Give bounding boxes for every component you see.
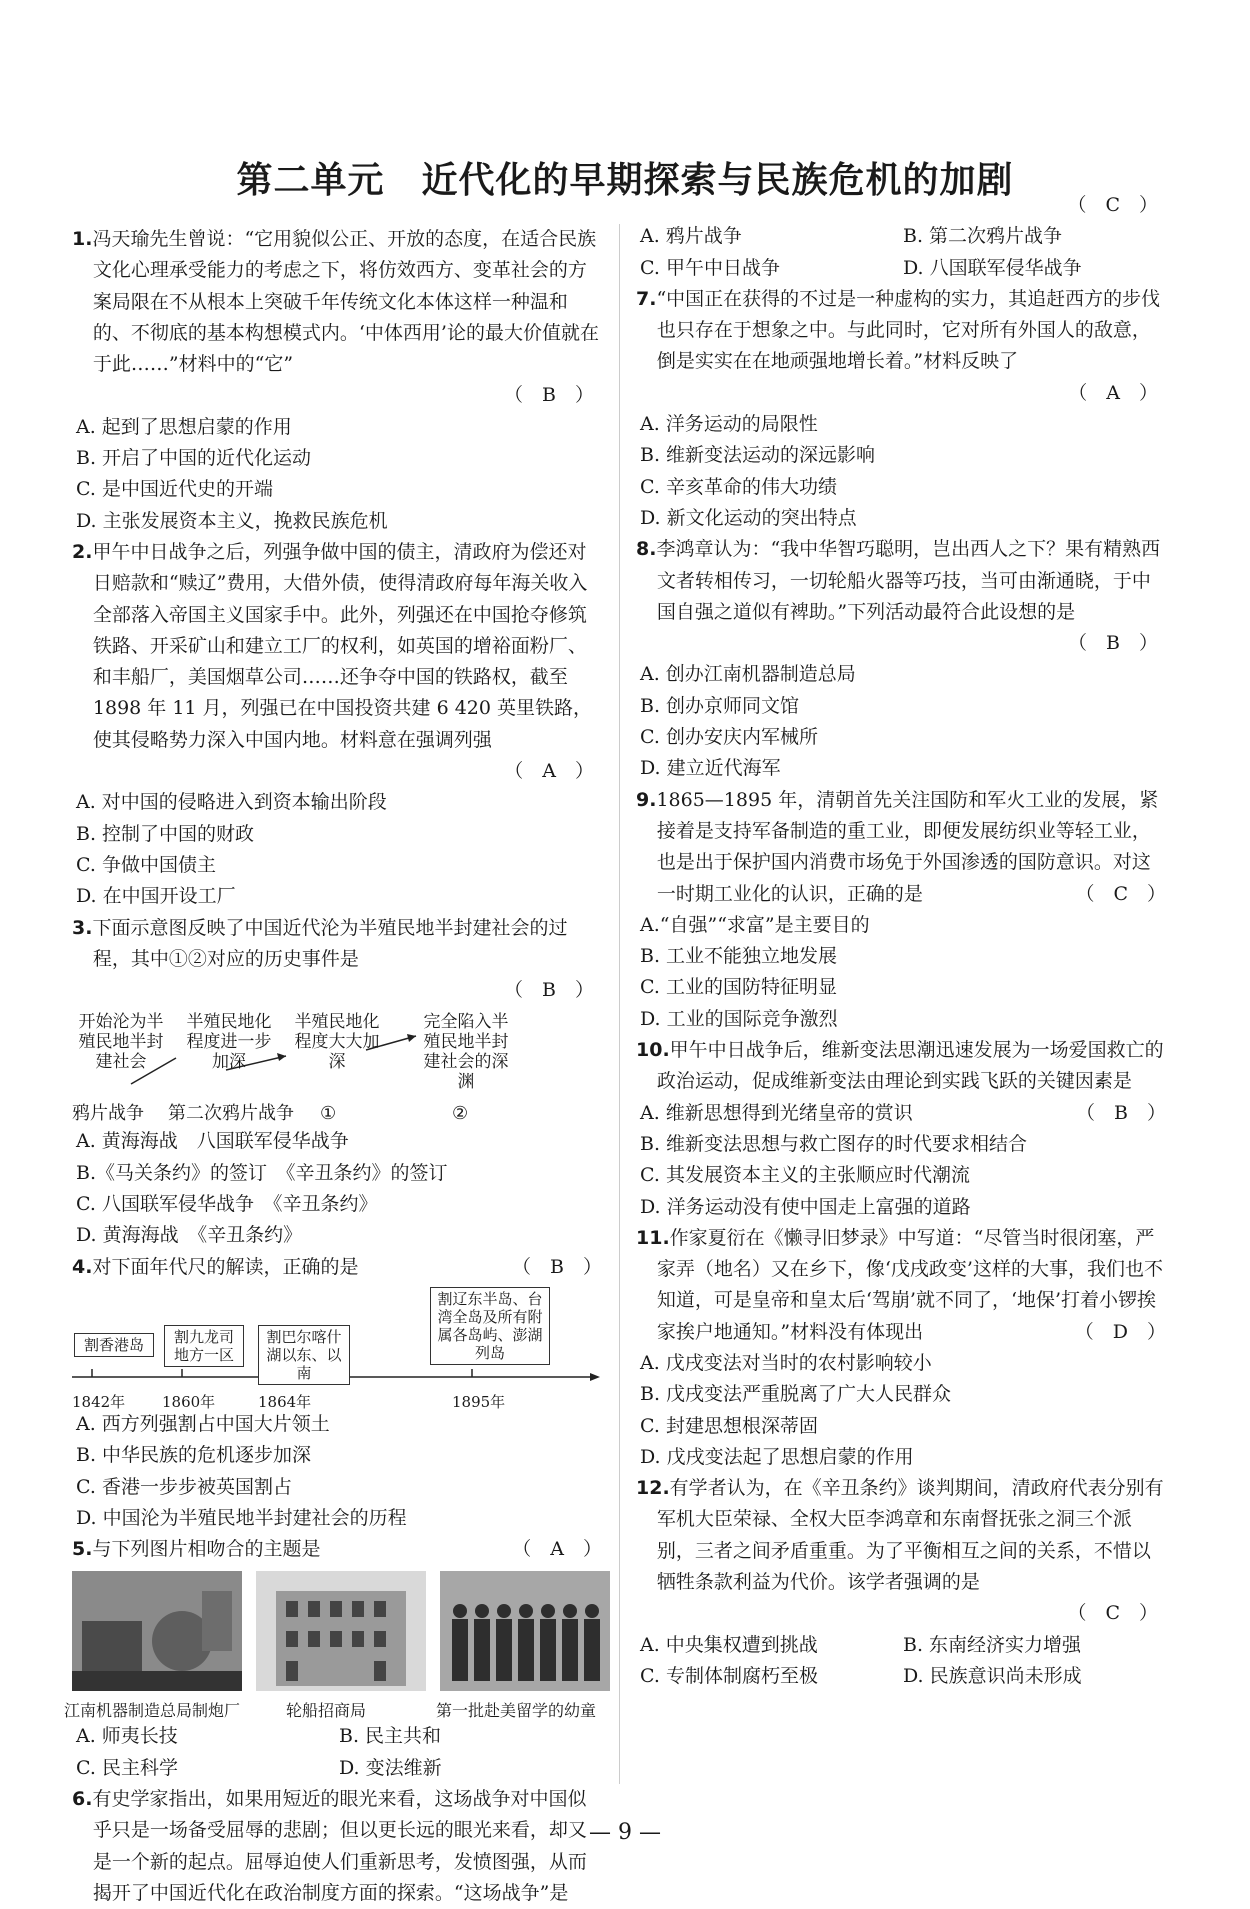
option-d: D. 主张发展资本主义，挽救民族危机 (76, 509, 388, 532)
option-b: B. 东南经济实力增强 (903, 1633, 1082, 1656)
question-number: 6. (72, 1787, 93, 1810)
diagram-node-2: 半殖民地化程度进一步加深 (186, 1012, 272, 1073)
option-c: C. 香港一步步被英国割占 (76, 1475, 292, 1498)
page-title: 第二单元 近代化的早期探索与民族危机的加剧 (236, 160, 1014, 201)
diagram-label-4: ② (452, 1103, 469, 1125)
option-c: C. 工业的国防特征明显 (640, 976, 837, 999)
question-number: 12. (636, 1477, 670, 1500)
question-stem: 李鸿章认为：“我中华智巧聪明，岂出西人之下？果有精熟西文者转相传习，一切轮船火器等巧技，当可由渐通晓，于中国自强之道似有裨助。”下列活动最符合此设想的是 (656, 538, 1161, 623)
option-b: B. 维新变法运动的深远影响 (640, 444, 876, 467)
diagram-label-3: ① (320, 1103, 337, 1125)
option-a: A.“自强”“求富”是主要目的 (640, 913, 870, 936)
question-12 (636, 1473, 1166, 1692)
option-a: A. 创办江南机器制造总局 (640, 663, 856, 686)
factory-photo (72, 1571, 242, 1691)
option-c: C. 八国联军侵华战争 《辛丑条约》 (76, 1193, 378, 1216)
question-stem: 作家夏衍在《懒寻旧梦录》中写道：“尽管当时很闭塞，严家弄（地名）又在乡下，像‘戊戌政变’这样的大事，我们也不知道，可是皇帝和皇太后‘驾崩’就不同了，‘地保’打着小锣挨家挨户地通知。”材料没有体现出 (656, 1226, 1163, 1343)
question-number: 1. (72, 228, 93, 250)
question-9 (636, 785, 1166, 1035)
option-c: C. 是中国近代史的开端 (76, 478, 273, 501)
question-stem: 对下面年代尺的解读，正确的是 (92, 1255, 359, 1278)
question-3 (72, 913, 602, 1252)
option-b: B. 开启了中国的近代化运动 (76, 447, 312, 470)
photo-caption-2: 轮船招商局 (286, 1701, 367, 1721)
diagram-label-2: 第二次鸦片战争 (168, 1103, 294, 1125)
option-d: D. 在中国开设工厂 (76, 885, 236, 908)
photo-caption-3: 第一批赴美留学的幼童 (436, 1701, 597, 1721)
option-a: A. 起到了思想启蒙的作用 (76, 415, 292, 438)
option-a: A. 西方列强割占中国大片领土 (76, 1412, 330, 1435)
timeline-year-4: 1895年 (452, 1392, 506, 1411)
page-number: — 9 — (589, 1820, 661, 1845)
question-5 (64, 1534, 602, 1784)
answer-bracket: （ B ） (504, 384, 594, 407)
answer-bracket: （ A ） (512, 1538, 602, 1561)
timeline-year-3: 1864年 (258, 1392, 312, 1411)
answer-bracket: （ C ） (1067, 194, 1158, 216)
option-d: D. 黄海海战 《辛丑条约》 (76, 1224, 303, 1247)
question-11 (636, 1223, 1166, 1473)
diagram-label-1: 鸦片战争 (72, 1103, 144, 1125)
answer-bracket: （ C ） (1067, 1602, 1158, 1625)
diagram-labels (72, 1098, 602, 1126)
option-b: B. 戊戌变法严重脱离了广大人民群众 (640, 1383, 952, 1406)
photo-caption-1: 江南机器制造总局制炮厂 (64, 1701, 241, 1721)
option-a: A. 戊戌变法对当时的农村影响较小 (640, 1351, 932, 1374)
question-number: 2. (72, 540, 93, 563)
answer-bracket: （ B ） (512, 1255, 602, 1278)
option-a: A. 师夷长技 (76, 1725, 178, 1748)
process-diagram (76, 1008, 602, 1098)
answer-bracket: （ A ） (1068, 381, 1158, 404)
question-stem: 有学者认为，在《辛丑条约》谈判期间，清政府代表分别有军机大臣荣禄、全权大臣李鸿章和东南督抚张之洞三个派别，三者之间矛盾重重。为了平衡相互之间的关系，不惜以牺牲条款利益为代价。该学者强调的是 (656, 1477, 1164, 1594)
timeline-year-2: 1860年 (162, 1392, 216, 1411)
question-number: 8. (636, 538, 657, 561)
option-d: D. 八国联军侵华战争 (903, 256, 1082, 279)
timeline (72, 1287, 602, 1409)
question-number: 9. (636, 788, 657, 811)
option-a: A. 黄海海战 八国联军侵华战争 (76, 1130, 349, 1153)
option-c: C. 甲午中日战争 (640, 256, 780, 279)
question-8 (636, 534, 1166, 784)
option-a: A. 对中国的侵略进入到资本输出阶段 (76, 791, 387, 814)
question-stem: 甲午中日战争后，维新变法思潮迅速发展为一场爱国救亡的政治运动，促成维新变法由理论到实践飞跃的关键因素是 (656, 1039, 1164, 1093)
option-b: B. 控制了中国的财政 (76, 822, 255, 845)
option-c: C. 创办安庆内军械所 (640, 726, 818, 749)
option-b: B.《马关条约》的签订 《辛丑条约》的签订 (76, 1161, 448, 1184)
left-column (64, 224, 602, 1909)
question-10 (636, 1035, 1166, 1223)
option-d: D. 新文化运动的突出特点 (640, 506, 857, 529)
question-stem: 甲午中日战争之后，列强争做中国的债主，清政府为偿还对日赔款和“赎辽”费用，大借外债，使得清政府每年海关收入全部落入帝国主义国家手中。此外，列强还在中国抢夺修筑铁路、开采矿山和建立工厂的权利，如英国的增裕面粉厂、和丰船厂，美国烟草公司……还争夺中国的铁路权，截至 1898 年 11 月，列强已在中国投资共建 6 420 英里铁路，使其侵略势力深入中国内地。材料意在强调列强 (92, 540, 593, 751)
question-2 (72, 537, 602, 913)
question-number: 7. (636, 287, 657, 310)
question-stem: “中国正在获得的不过是一种虚构的实力，其追赶西方的步伐也只存在于想象之中。与此同时，它对所有外国人的敌意，倒是实实在在地顽强地增长着。”材料反映了 (656, 287, 1161, 373)
answer-bracket: （ B ） (504, 979, 594, 1002)
question-1 (72, 224, 602, 537)
column-divider (619, 224, 620, 1784)
photo-row (64, 1571, 602, 1721)
option-a: A. 中央集权遭到挑战 (640, 1633, 818, 1656)
timeline-box-1: 割香港岛 (74, 1333, 154, 1357)
question-number: 5. (72, 1538, 93, 1561)
option-d: D. 建立近代海军 (640, 757, 781, 780)
question-6 (72, 1784, 602, 1909)
diagram-node-4: 完全陷入半殖民地半封建社会的深渊 (423, 1012, 509, 1093)
option-c: C. 专制体制腐朽至极 (640, 1664, 818, 1687)
option-d: D. 变法维新 (339, 1756, 442, 1779)
option-a: A. 鸦片战争 (640, 225, 742, 248)
question-stem: 有史学家指出，如果用短近的眼光来看，这场战争对中国似乎只是一场备受屈辱的悲剧；但以更长远的眼光来看，却又是一个新的起点。屈辱迫使人们重新思考，发愤图强，从而揭开了中国近代化在政治制度方面的探索。“这场战争”是 (92, 1787, 587, 1904)
timeline-box-2: 割九龙司地方一区 (164, 1325, 244, 1367)
question-stem: 与下列图片相吻合的主题是 (92, 1538, 321, 1561)
answer-bracket: （ C ） (1075, 882, 1166, 905)
timeline-year-1: 1842年 (72, 1392, 126, 1411)
answer-bracket: （ A ） (504, 760, 594, 783)
option-d: D. 民族意识尚未形成 (903, 1664, 1082, 1687)
option-c: C. 封建思想根深蒂固 (640, 1414, 818, 1437)
question-4 (72, 1252, 602, 1534)
option-b: B. 民主共和 (339, 1725, 442, 1748)
option-d: D. 工业的国际竞争激烈 (640, 1007, 838, 1030)
answer-bracket: （ B ） (1076, 1101, 1166, 1124)
answer-bracket: （ D ） (1074, 1320, 1166, 1343)
option-c: C. 辛亥革命的伟大功绩 (640, 475, 837, 498)
option-b: B. 第二次鸦片战争 (903, 225, 1063, 248)
option-a: A. 维新思想得到光绪皇帝的赏识 (640, 1101, 913, 1124)
question-7 (636, 284, 1166, 534)
students-photo (440, 1571, 610, 1691)
right-column (636, 190, 1166, 1692)
timeline-box-3: 割巴尔喀什湖以东、以南 (258, 1325, 350, 1385)
diagram-node-3: 半殖民地化程度大大加深 (294, 1012, 380, 1073)
question-number: 10. (636, 1039, 670, 1062)
question-stem: 冯天瑜先生曾说：“它用貌似公正、开放的态度，在适合民族文化心理承受能力的考虑之下，将仿效西方、变革社会的方案局限在不从根本上突破千年传统文化本体这样一种温和的、不彻底的基本构想模式内。‘中体西用’论的最大价值就在于此……”材料中的“它” (92, 228, 599, 376)
question-6-options (636, 190, 1166, 284)
answer-bracket: （ B ） (1068, 632, 1158, 655)
option-d: D. 戊戌变法起了思想启蒙的作用 (640, 1445, 914, 1468)
option-c: C. 民主科学 (76, 1756, 178, 1779)
option-d: D. 中国沦为半殖民地半封建社会的历程 (76, 1506, 407, 1529)
option-c: C. 争做中国债主 (76, 853, 216, 876)
option-c: C. 其发展资本主义的主张顺应时代潮流 (640, 1164, 970, 1187)
question-stem: 下面示意图反映了中国近代沦为半殖民地半封建社会的过程，其中①②对应的历史事件是 (92, 916, 568, 970)
option-b: B. 工业不能独立地发展 (640, 945, 838, 968)
option-b: B. 维新变法思想与救亡图存的时代要求相结合 (640, 1132, 1028, 1155)
option-a: A. 洋务运动的局限性 (640, 413, 818, 436)
building-photo (256, 1571, 426, 1691)
question-number: 4. (72, 1255, 93, 1278)
timeline-box-4: 割辽东半岛、台湾全岛及所有附属各岛屿、澎湖列岛 (430, 1287, 550, 1365)
option-b: B. 创办京师同文馆 (640, 694, 800, 717)
question-number: 11. (636, 1226, 670, 1249)
question-stem: 1865—1895 年，清朝首先关注国防和军火工业的发展，紧接着是支持军备制造的重工业，即便发展纺织业等轻工业，也是出于保护国内消费市场免于外国渗透的国防意识。对这一时期工业化的认识，正确的是 (656, 788, 1159, 905)
option-b: B. 中华民族的危机逐步加深 (76, 1444, 312, 1467)
diagram-node-1: 开始沦为半殖民地半封建社会 (78, 1012, 164, 1073)
option-d: D. 洋务运动没有使中国走上富强的道路 (640, 1195, 971, 1218)
question-number: 3. (72, 916, 93, 939)
